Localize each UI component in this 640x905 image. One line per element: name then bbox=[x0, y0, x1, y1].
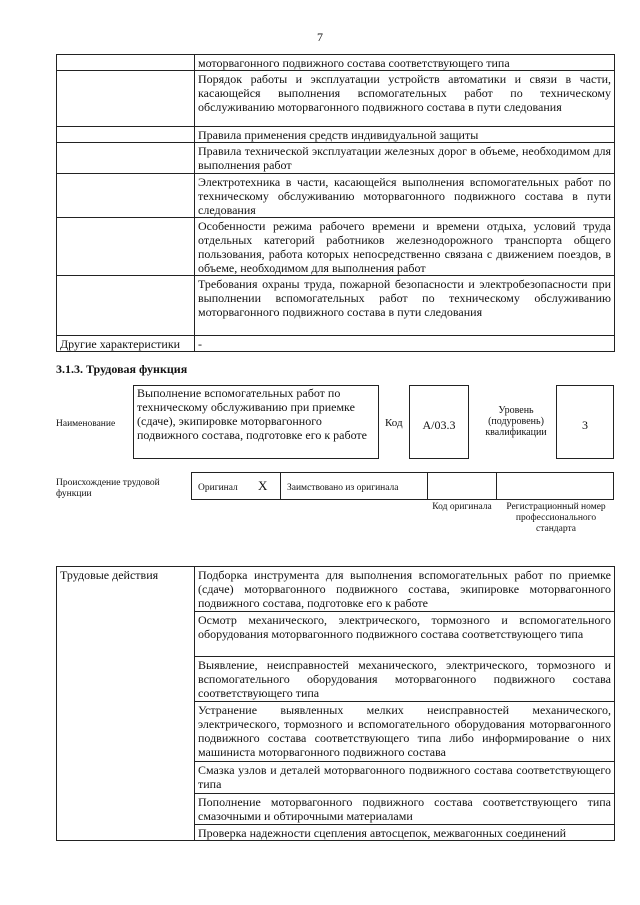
table-text-cell: Правила технической эксплуатации железных дорог в объеме, необходимом для выполнения работ bbox=[195, 143, 615, 174]
table-row bbox=[57, 143, 615, 174]
level-label: Уровень (подуровень) квалификации bbox=[485, 405, 547, 438]
table-text-cell: Осмотр механического, электрического, тормозного и вспомогательного оборудования моторвагонного подвижного состава соответствующего типа bbox=[195, 612, 615, 657]
page-number: 7 bbox=[317, 30, 323, 44]
table-label-cell bbox=[57, 276, 195, 336]
table-text-cell: моторвагонного подвижного состава соответствующего типа bbox=[195, 55, 615, 71]
reg-number-label: Регистрационный номер профессионального стандарта bbox=[506, 502, 606, 534]
origin-label: Происхождение трудовой функции bbox=[56, 478, 160, 499]
table-row bbox=[57, 71, 615, 127]
labor-actions-table bbox=[56, 566, 615, 841]
code-label: Код bbox=[385, 417, 403, 429]
original-cell bbox=[191, 472, 281, 500]
section-heading: 3.1.3. Трудовая функция bbox=[56, 362, 188, 376]
table-text-cell: Порядок работы и эксплуатации устройств автоматики и связи в части, касающейся выполнения вспомогательных работ по техническому обслуживанию моторвагонного подвижного состава в пути следования bbox=[195, 71, 615, 127]
table-label-cell bbox=[57, 127, 195, 143]
table-text-cell: Выявление, неисправностей механического, электрического, тормозного и вспомогательного оборудования моторвагонного подвижного состава соответствующего типа bbox=[195, 657, 615, 702]
code-original-cell bbox=[427, 472, 497, 500]
borrowed-label: Заимствовано из оригинала bbox=[287, 483, 399, 493]
table-text-cell: Устранение выявленных мелких неисправностей механического, электрического, тормозного и вспомогательного оборудования моторвагонного подвижного состава соответствующего типа либо информирование о них машиниста моторвагонного подвижного состава bbox=[195, 701, 615, 761]
code-original-label: Код оригинала bbox=[432, 502, 492, 512]
function-name-box: Выполнение вспомогательных работ по техническому обслуживанию при приемке (сдаче), экипировке моторвагонного подвижного состава, подготовке его к работе bbox=[133, 385, 379, 459]
table-row bbox=[57, 174, 615, 218]
table-label-cell bbox=[57, 71, 195, 127]
code-box: А/03.3 bbox=[409, 385, 469, 459]
table-row bbox=[57, 336, 615, 352]
table-label-cell bbox=[57, 174, 195, 218]
name-label: Наименование bbox=[56, 419, 116, 429]
table-text-cell: Правила применения средств индивидуальной защиты bbox=[195, 127, 615, 143]
table-label-cell bbox=[57, 143, 195, 174]
table-text-cell: Подборка инструмента для выполнения вспомогательных работ по приемке (сдаче) моторвагонного подвижного состава, экипировке моторвагонного подвижного состава, подготовке его к работе bbox=[195, 567, 615, 612]
table-row bbox=[57, 127, 615, 143]
table-label-cell bbox=[57, 218, 195, 276]
table-row bbox=[57, 567, 615, 612]
borrowed-cell bbox=[280, 472, 428, 500]
table-text-cell: - bbox=[195, 336, 615, 352]
table-text-cell: Особенности режима рабочего времени и времени отдыха, условий труда отдельных категорий работников железнодорожного транспорта общего пользования, работа которых непосредственно связана с движением поездов, в объеме, необходимом для выполнения работ bbox=[195, 218, 615, 276]
table-text-cell: Проверка надежности сцепления автосцепок, межвагонных соединений bbox=[195, 824, 615, 840]
labor-actions-label: Трудовые действия bbox=[57, 567, 195, 841]
table-row bbox=[57, 55, 615, 71]
knowledge-table bbox=[56, 54, 615, 352]
table-label-cell bbox=[57, 55, 195, 71]
table-label-cell: Другие характеристики bbox=[57, 336, 195, 352]
table-row bbox=[57, 276, 615, 336]
table-text-cell: Требования охраны труда, пожарной безопасности и электробезопасности при выполнении вспомогательных работ по техническому обслуживанию моторвагонного подвижного состава в пути следования bbox=[195, 276, 615, 336]
original-mark: X bbox=[258, 478, 268, 493]
table-text-cell: Пополнение моторвагонного подвижного состава соответствующего типа смазочными и обтирочными материалами bbox=[195, 793, 615, 824]
original-label: Оригинал bbox=[198, 483, 238, 493]
table-text-cell: Электротехника в части, касающейся выполнения вспомогательных работ по техническому обслуживанию моторвагонного подвижного состава в пути следования bbox=[195, 174, 615, 218]
table-text-cell: Смазка узлов и деталей моторвагонного подвижного состава соответствующего типа bbox=[195, 761, 615, 793]
level-box: 3 bbox=[556, 385, 614, 459]
table-row bbox=[57, 218, 615, 276]
reg-number-cell bbox=[496, 472, 614, 500]
